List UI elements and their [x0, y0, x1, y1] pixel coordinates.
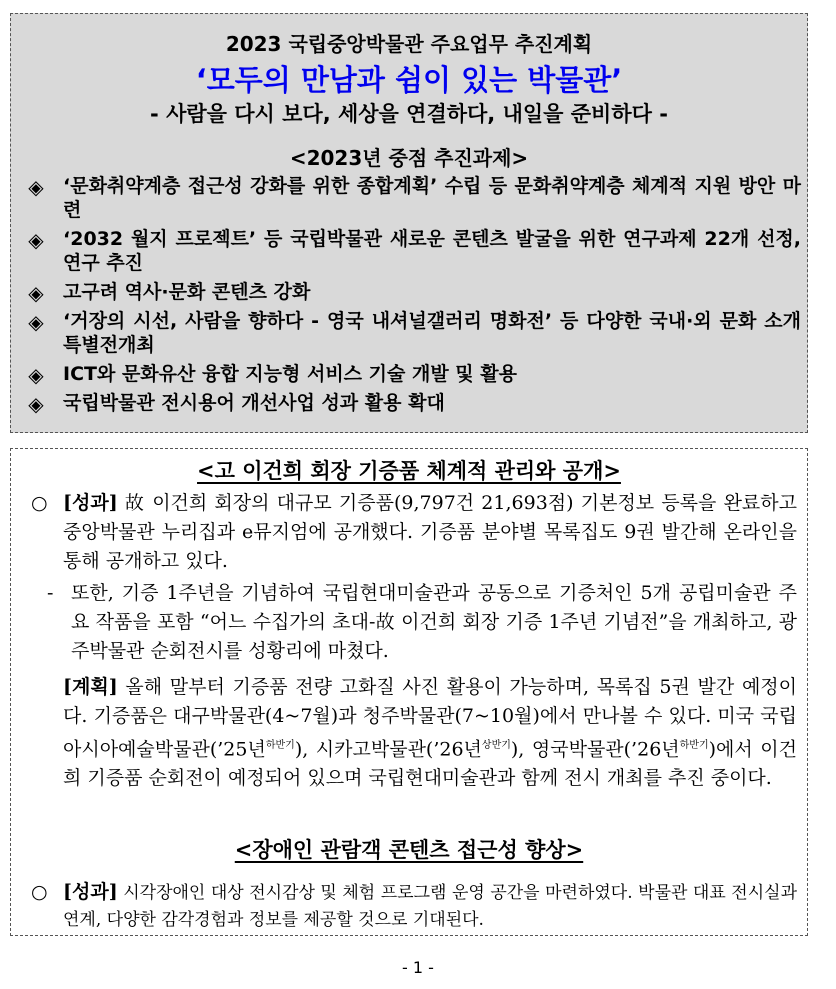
result-paragraph: ○ [성과] 시각장애인 대상 전시감상 및 체험 프로그램 운영 공간을 마련하였다. 박물관 대표 전시실과 연계, 다양한 감각경험과 정보를 제공할 것으로 기대된다. — [31, 881, 797, 930]
task-item: ◈ 고구려 역사·문화 콘텐츠 강화 — [19, 280, 801, 304]
diamond-bullet-icon: ◈ — [28, 281, 44, 305]
doc-title: 2023 국립중앙박물관 주요업무 추진계획 — [225, 32, 593, 56]
sub-paragraph: - 또한, 기증 1주년을 기념하여 국립현대미술관과 공동으로 기증처인 5개 공립미술관 주요 작품을 포함 “어느 수집가의 초대-故 이건희 회장 기증 1주년 기념전”을 개최하고, 광주박물관 순회전시를 성황리에 마쳤다. — [71, 579, 797, 666]
circle-bullet-icon: ○ — [31, 492, 48, 514]
diamond-bullet-icon: ◈ — [28, 363, 44, 387]
circle-bullet-icon: ○ — [31, 881, 48, 903]
plan-paragraph: [계획] 올해 말부터 기증품 전량 고화질 사진 활용이 가능하며, 목록집 5권 발간 예정이다. 기증품은 대구박물관(4~7월)과 청주박물관(7~10월)에서 만나볼 수 있다. 미국 국립아시아예술박물관(’25년$^{하반기}$), 시카고박물관(’26년$^{상반기}$), 영국박물관(’26년$^{하반기}$)에서 이건희 기증품 순회전이 예정되어 있으며 국립현대미술관과 함께 전시 개최를 추진 중이다. — [63, 676, 797, 790]
summary-box — [10, 13, 808, 433]
page-number: - 1 - — [402, 958, 434, 977]
task-item: ◈ ICT와 문화유산 융합 지능형 서비스 기술 개발 및 활용 — [19, 362, 801, 386]
task-item: ◈ ‘거장의 시선, 사람을 향하다 - 영국 내셔널갤러리 명화전’ 등 다양한 국내·외 문화 소개 특별전개최 — [19, 309, 801, 357]
result-label: [성과] — [63, 492, 118, 514]
task-list — [19, 174, 801, 420]
result-paragraph: ○ [성과] 故 이건희 회장의 대규모 기증품(9,797건 21,693점) 기본정보 등록을 완료하고 중앙박물관 누리집과 e뮤지엄에 공개했다. 기증품 분야별 목록집도 9권 발간해 온라인을 통해 공개하고 있다. — [63, 489, 797, 576]
detail-box — [10, 448, 808, 936]
diamond-bullet-icon: ◈ — [28, 175, 44, 199]
task-item: ◈ 국립박물관 전시용어 개선사업 성과 활용 확대 — [19, 391, 801, 415]
sub-slogan: - 사람을 다시 보다, 세상을 연결하다, 내일을 준비하다 - — [150, 102, 668, 126]
diamond-bullet-icon: ◈ — [28, 228, 44, 252]
dash-bullet: - — [47, 582, 54, 604]
diamond-bullet-icon: ◈ — [28, 310, 44, 334]
task-item: ◈ ‘문화취약계층 접근성 강화를 위한 종합계획’ 수립 등 문화취약계층 체계적 지원 방안 마련 — [19, 174, 801, 222]
slogan: ‘모두의 만남과 쉼이 있는 박물관’ — [195, 63, 623, 97]
result-label: [성과] — [63, 881, 118, 903]
section-title: <고 이건희 회장 기증품 체계적 관리와 공개> — [197, 458, 621, 483]
tasks-heading: <2023년 중점 추진과제> — [289, 146, 529, 170]
diamond-bullet-icon: ◈ — [28, 392, 44, 416]
section-title: <장애인 관람객 콘텐츠 접근성 향상> — [234, 837, 584, 862]
task-item: ◈ ‘2032 월지 프로젝트’ 등 국립박물관 새로운 콘텐츠 발굴을 위한 연구과제 22개 선정, 연구 추진 — [19, 227, 801, 275]
plan-label: [계획] — [63, 676, 118, 698]
